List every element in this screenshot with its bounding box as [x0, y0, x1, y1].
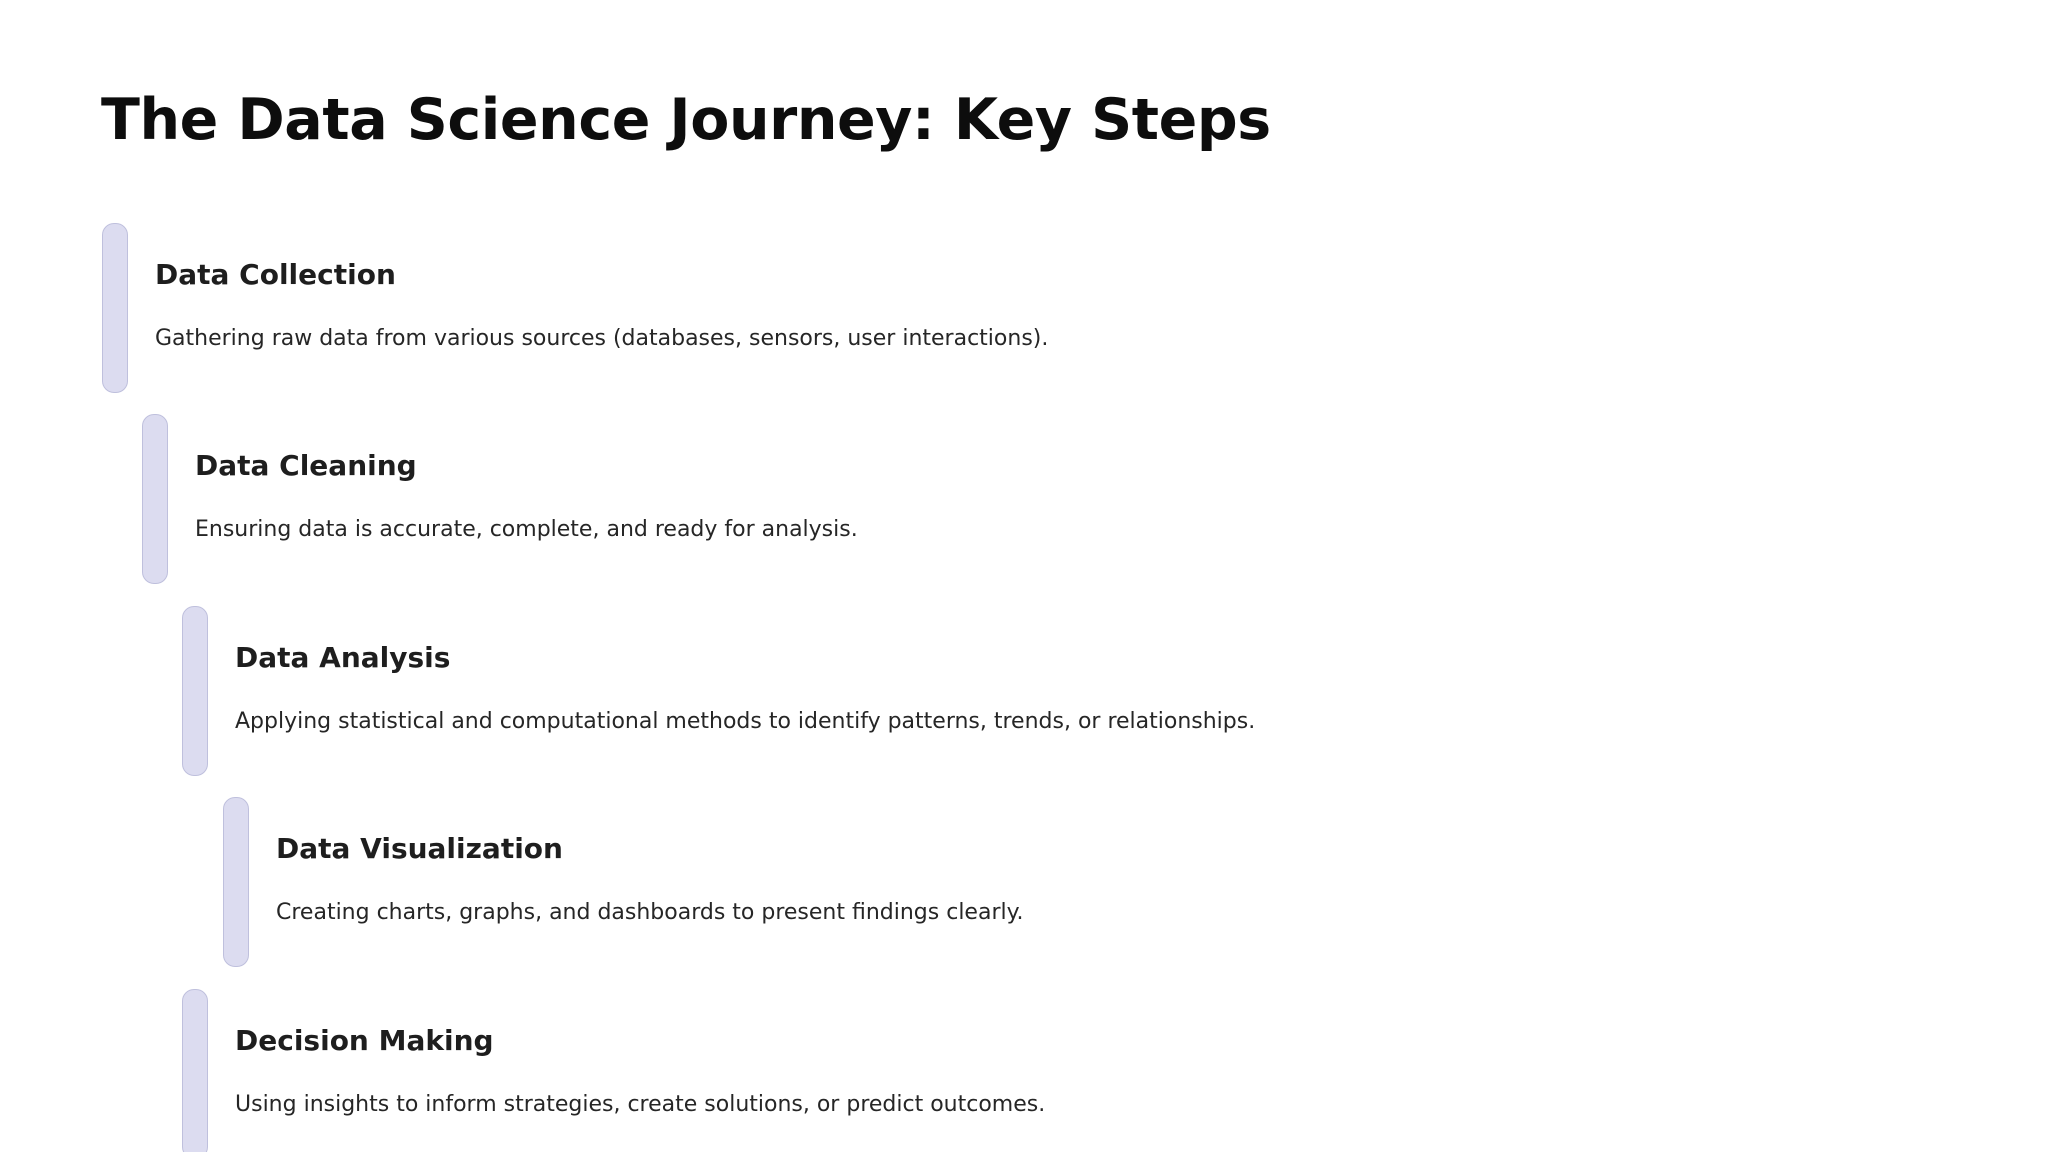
step-data-visualization [223, 797, 1723, 969]
step-decision-making [182, 989, 1682, 1152]
step-heading: Data Visualization [276, 832, 563, 865]
slide-title: The Data Science Journey: Key Steps [101, 87, 1271, 153]
step-data-analysis [182, 606, 1682, 778]
step-data-collection [102, 223, 1602, 395]
step-heading: Decision Making [235, 1024, 494, 1057]
step-description: Gathering raw data from various sources (databases, sensors, user interactions). [155, 326, 1049, 351]
step-accent-bar [223, 797, 249, 967]
step-description: Ensuring data is accurate, complete, and ready for analysis. [195, 517, 858, 542]
step-heading: Data Cleaning [195, 449, 417, 482]
step-data-cleaning [142, 414, 1642, 586]
step-description: Applying statistical and computational methods to identify patterns, trends, or relationships. [235, 709, 1256, 734]
step-accent-bar [182, 989, 208, 1152]
step-accent-bar [182, 606, 208, 776]
step-description: Creating charts, graphs, and dashboards to present findings clearly. [276, 900, 1024, 925]
step-heading: Data Collection [155, 258, 396, 291]
step-heading: Data Analysis [235, 641, 451, 674]
step-accent-bar [102, 223, 128, 393]
step-description: Using insights to inform strategies, create solutions, or predict outcomes. [235, 1092, 1046, 1117]
step-accent-bar [142, 414, 168, 584]
